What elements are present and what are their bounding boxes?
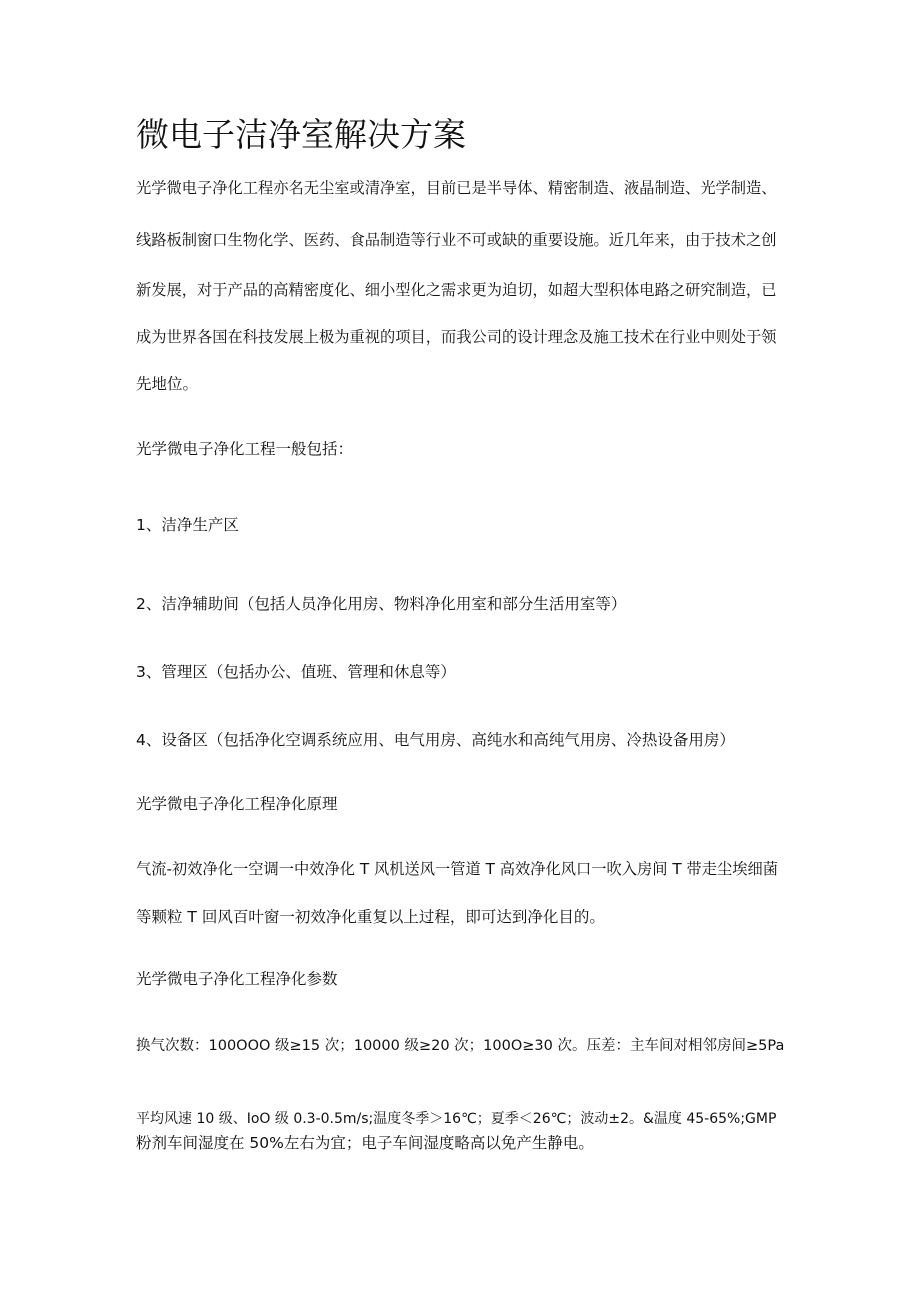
params-heading: 光学微电子净化工程净化参数: [136, 970, 338, 988]
includes-item-2: 2、洁净辅助间（包括人员净化用房、物料净化用室和部分生活用室等）: [136, 595, 627, 613]
intro-line-1: 光学微电子净化工程亦名无尘室或清净室，目前已是半导体、精密制造、液晶制造、光学制造、: [136, 179, 777, 197]
principle-heading: 光学微电子净化工程净化原理: [136, 795, 338, 813]
document-title: 微电子洁净室解决方案: [136, 115, 466, 154]
params-air-change-line: 换气次数：100OOO 级≥15 次；10000 级≥20 次；100O≥30 次。压差：主车间对相邻房间≥5Pa: [136, 1038, 785, 1054]
intro-line-3: 新发展，对于产品的高精密度化、细小型化之需求更为迫切，如超大型积体电路之研究制造，已: [136, 281, 777, 299]
params-airspeed-line-1: 平均风速 10 级、IoO 级 0.3-0.5m/s;温度冬季＞16℃；夏季＜26℃；波动±2。&温度 45-65%;GMP: [136, 1111, 777, 1127]
intro-line-2: 线路板制窗口生物化学、医药、食品制造等行业不可或缺的重要设施。近几年来，由于技术之创: [136, 231, 777, 249]
intro-line-4: 成为世界各国在科技发展上极为重视的项目，而我公司的设计理念及施工技术在行业中则处于领: [136, 328, 777, 346]
intro-line-5: 先地位。: [136, 375, 199, 393]
includes-item-4: 4、设备区（包括净化空调系统应用、电气用房、高纯水和高纯气用房、冷热设备用房）: [136, 731, 735, 749]
principle-line-2: 等颗粒 T 回风百叶窗一初效净化重复以上过程，即可达到净化目的。: [136, 908, 605, 926]
params-airspeed-line-2: 粉剂车间湿度在 50%左右为宜；电子车间湿度略高以免产生静电。: [136, 1134, 594, 1152]
includes-heading: 光学微电子净化工程一般包括：: [136, 440, 354, 458]
includes-item-1: 1、洁净生产区: [136, 516, 239, 534]
principle-line-1: 气流-初效净化一空调一中效净化 T 风机送风一管道 T 高效净化风口一吹入房间 T 带走尘埃细菌: [136, 860, 779, 878]
includes-item-3: 3、管理区（包括办公、值班、管理和休息等）: [136, 663, 456, 681]
